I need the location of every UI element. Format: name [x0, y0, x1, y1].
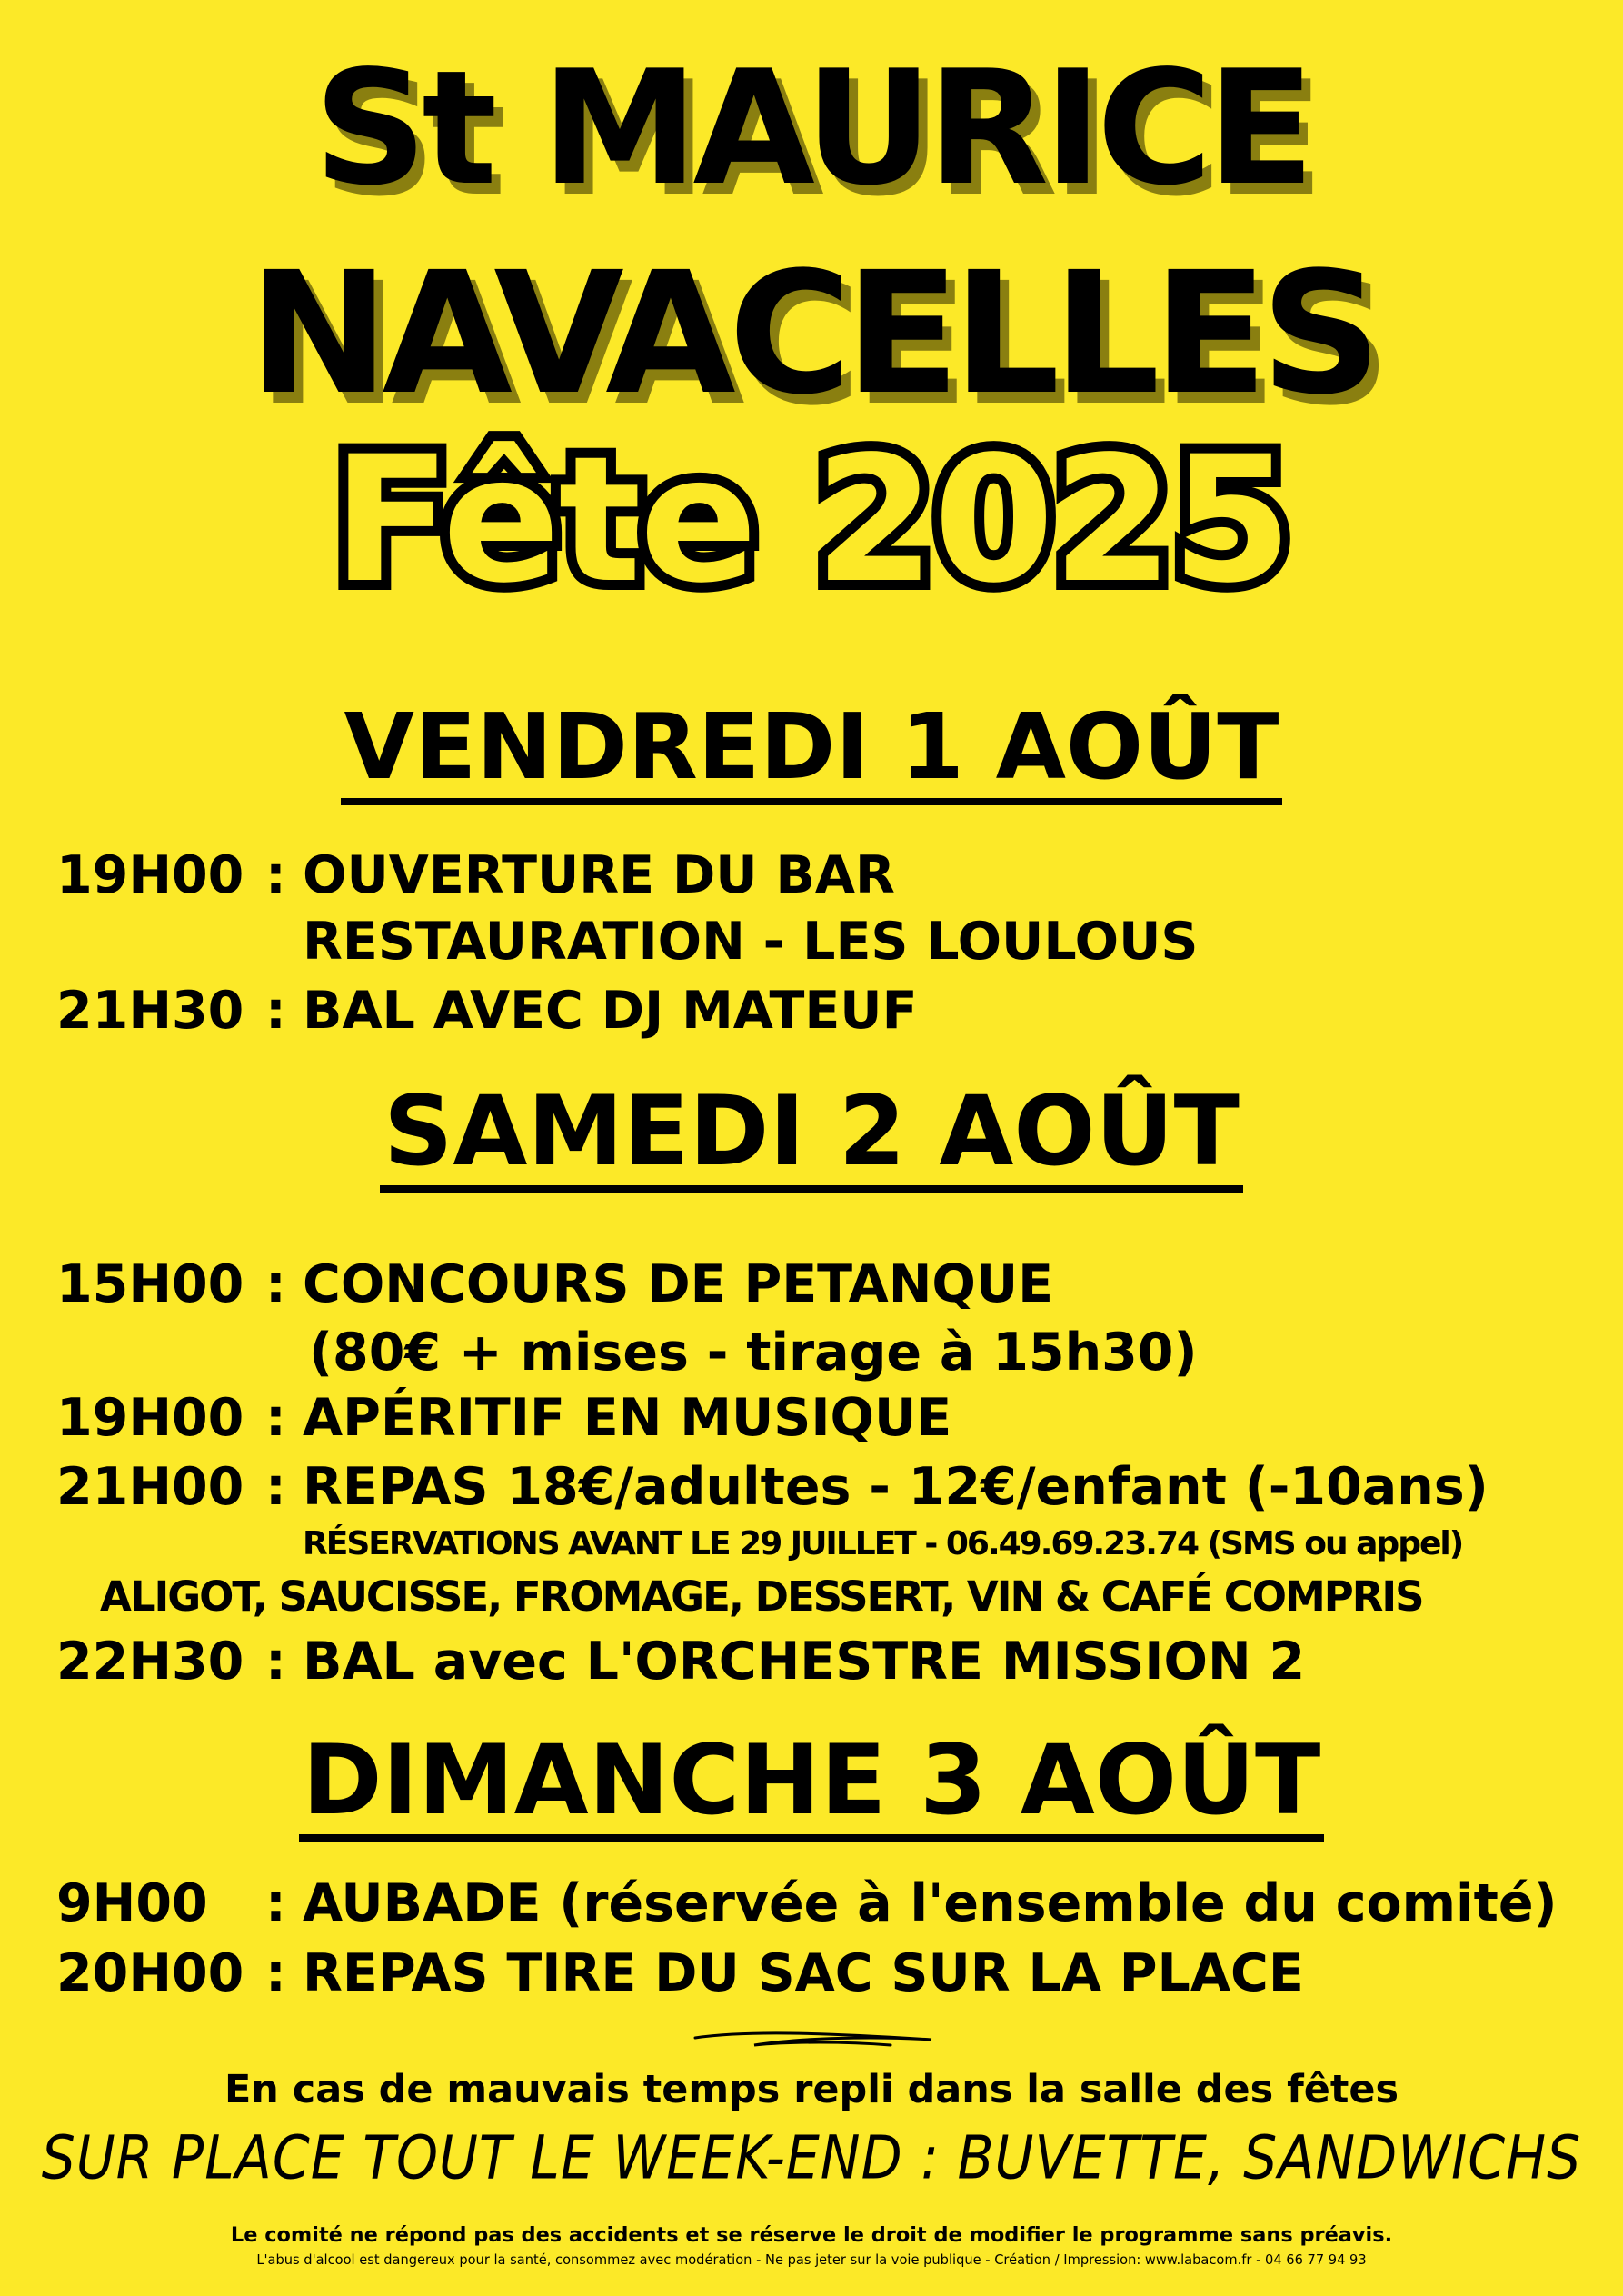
- event-activity: APÉRITIF EN MUSIQUE: [303, 1388, 952, 1448]
- event-separator: :: [265, 1388, 286, 1448]
- event-activity: (80€ + mises - tirage à 15h30): [309, 1323, 1198, 1383]
- event-time: 9H00: [56, 1873, 208, 1933]
- event-separator: :: [265, 1943, 286, 2003]
- disclaimer: Le comité ne répond pas des accidents et se réserve le droit de modifier le programme sans préavis.: [230, 2223, 1393, 2247]
- event-activity: RESTAURATION - LES LOULOUS: [303, 912, 1199, 972]
- title-village-line1: St MAURICE: [314, 36, 1309, 220]
- event-activity: REPAS 18€/adultes - 12€/enfant (-10ans): [303, 1457, 1489, 1517]
- event-time: 19H00: [56, 1388, 244, 1448]
- event-time: 19H00: [56, 845, 244, 905]
- reservation-info: RÉSERVATIONS AVANT LE 29 JUILLET - 06.49.69.23.74 (SMS ou appel): [303, 1525, 1463, 1562]
- event-activity: OUVERTURE DU BAR: [303, 845, 895, 905]
- title-village-line2: NAVACELLES: [248, 235, 1375, 432]
- event-activity: BAL avec L'ORCHESTRE MISSION 2: [303, 1632, 1306, 1692]
- menu-info: ALIGOT, SAUCISSE, FROMAGE, DESSERT, VIN & CAFÉ COMPRIS: [100, 1572, 1423, 1621]
- flourish-divider: [691, 2027, 936, 2054]
- event-separator: :: [265, 1254, 286, 1314]
- legal-notice: L'abus d'alcool est dangereux pour la santé, consommez avec modération - Ne pas jeter sur la voie publique - Création / Impression: www.labacom.fr - 04 66 77 94 93: [256, 2252, 1367, 2268]
- onsite-services: SUR PLACE TOUT LE WEEK-END : BUVETTE, SANDWICHS: [41, 2122, 1582, 2193]
- event-time: 21H30: [56, 981, 244, 1041]
- event-activity: AUBADE (réservée à l'ensemble du comité): [303, 1873, 1558, 1933]
- day-heading-sunday: DIMANCHE 3 AOÛT: [0, 1732, 1623, 1842]
- event-time: 20H00: [56, 1943, 244, 2003]
- event-separator: :: [265, 1457, 286, 1517]
- event-activity: CONCOURS DE PETANQUE: [303, 1254, 1054, 1314]
- event-separator: :: [265, 1632, 286, 1692]
- event-time: 22H30: [56, 1632, 244, 1692]
- event-separator: :: [265, 845, 286, 905]
- event-time: 15H00: [56, 1254, 244, 1314]
- event-separator: :: [265, 981, 286, 1041]
- weather-note: En cas de mauvais temps repli dans la salle des fêtes: [224, 2067, 1399, 2112]
- day-heading-saturday: SAMEDI 2 AOÛT: [0, 1083, 1623, 1193]
- event-time: 21H00: [56, 1457, 244, 1517]
- title-fete-year: Fête 2025: [332, 420, 1291, 622]
- day-heading-friday: VENDREDI 1 AOÛT: [0, 702, 1623, 805]
- event-activity: BAL AVEC DJ MATEUF: [303, 981, 918, 1041]
- event-activity: REPAS TIRE DU SAC SUR LA PLACE: [303, 1943, 1304, 2003]
- event-separator: :: [265, 1873, 286, 1933]
